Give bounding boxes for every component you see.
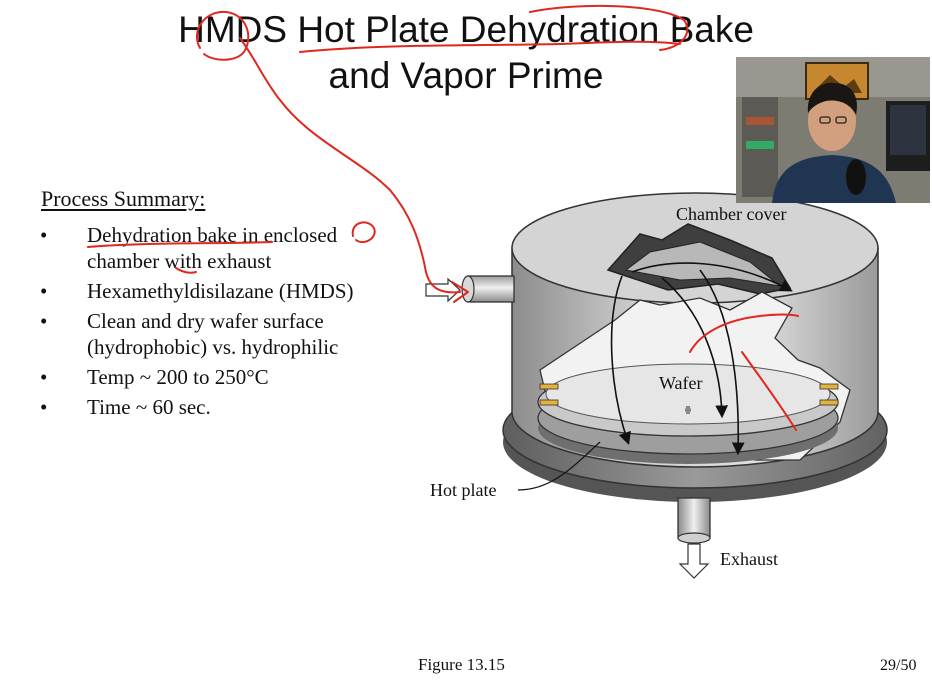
exhaust-pipe bbox=[678, 498, 710, 538]
inlet-pipe-mouth bbox=[462, 276, 474, 302]
slide-title-line1: HMDS Hot Plate Dehydration Bake bbox=[178, 9, 754, 50]
bullet-text: Time ~ 60 sec. bbox=[87, 395, 211, 419]
process-summary-list bbox=[40, 222, 440, 424]
inlet-pipe bbox=[468, 276, 514, 302]
bullet-marker: • bbox=[40, 279, 48, 303]
exhaust-pipe-mouth bbox=[678, 533, 710, 543]
clip-right-top bbox=[820, 384, 838, 389]
bullet-text-cont: chamber with exhaust bbox=[87, 249, 272, 273]
bullet-text: Dehydration bake in enclosed bbox=[87, 223, 338, 247]
exhaust-arrow-icon bbox=[680, 544, 708, 578]
bullet-marker: • bbox=[40, 309, 48, 333]
bullet-item-temp bbox=[40, 364, 440, 390]
process-summary-heading: Process Summary: bbox=[41, 186, 206, 211]
wafer-pin-stem bbox=[686, 406, 690, 414]
bullet-text: Temp ~ 200 to 250°C bbox=[87, 365, 269, 389]
exhaust-label: Exhaust bbox=[720, 549, 778, 569]
chamber-cover-label: Chamber cover bbox=[676, 204, 787, 224]
hot-plate-label: Hot plate bbox=[430, 480, 497, 500]
bullet-item-hmds bbox=[40, 278, 440, 304]
bullet-item-dehydration bbox=[40, 222, 440, 274]
figure-caption: Figure 13.15 bbox=[418, 655, 505, 674]
bullet-text-cont: (hydrophobic) vs. hydrophilic bbox=[87, 335, 339, 359]
bullet-item-clean-dry bbox=[40, 308, 440, 360]
clip-left-top bbox=[540, 384, 558, 389]
bullet-marker: • bbox=[40, 365, 48, 389]
bullet-text: Clean and dry wafer surface bbox=[87, 309, 324, 333]
presenter-video-frame bbox=[736, 57, 930, 203]
microphone-icon bbox=[846, 159, 866, 195]
bullet-text: Hexamethyldisilazane (HMDS) bbox=[87, 279, 354, 303]
inlet-arrow-icon bbox=[426, 279, 460, 301]
presenter-webcam-overlay bbox=[736, 57, 930, 203]
page-number: 29/50 bbox=[880, 657, 917, 674]
slide-title-line2: and Vapor Prime bbox=[328, 55, 604, 96]
bullet-marker: • bbox=[40, 223, 48, 247]
clip-right-bottom bbox=[820, 400, 838, 405]
wafer-label: Wafer bbox=[659, 373, 703, 393]
clip-left-bottom bbox=[540, 400, 558, 405]
bullet-item-time bbox=[40, 394, 440, 420]
bullet-marker: • bbox=[40, 395, 48, 419]
